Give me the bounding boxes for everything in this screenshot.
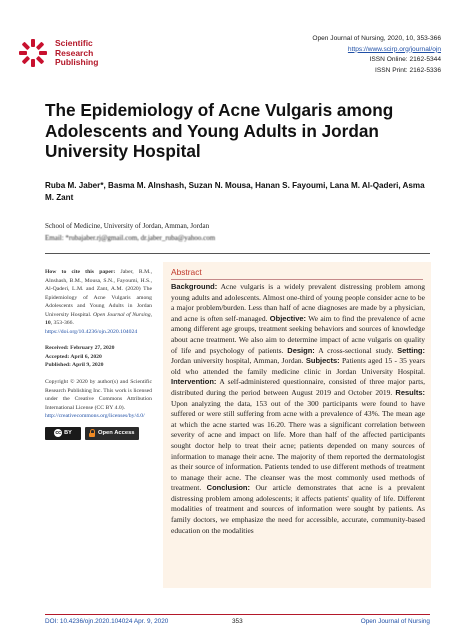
intervention-label: Intervention: — [171, 377, 217, 387]
objective-label: Objective: — [269, 313, 307, 323]
logo-text-2: Research — [55, 47, 94, 58]
cite-volume: 10 — [45, 320, 51, 327]
conclusion-text: Our article demonstrates that acne is a prevalent distressing problem among adolescents; it affects patients' quality of life. Different modalities of treatment and sources of information were sought by patients. As family doctors, we emphasize the need for accessible, accurate, community-based education on the modalities — [171, 483, 425, 535]
abstract-heading: Abstract — [171, 267, 202, 277]
cc-by-badge[interactable] — [45, 427, 81, 440]
published-date: Published: April 9, 2020 — [45, 362, 104, 369]
footer-doi-link[interactable]: DOI: 10.4236/ojn.2020.104024 Apr. 9, 2020 — [45, 618, 169, 625]
author-email: Email: *rubajaber.rj@gmail.com, dr.jaber_ruba@yahoo.com — [45, 233, 216, 242]
subjects-text: Patients aged 15 - 35 years old who attended the family medicine clinic in Jordan University Hospital. — [171, 356, 426, 376]
abstract-body — [171, 282, 425, 536]
journal-info — [312, 34, 441, 76]
article-sidebar — [45, 268, 152, 440]
affiliation-block — [45, 221, 425, 244]
open-access-label: Open Access — [98, 429, 135, 436]
logo-text-3: Publishing — [55, 57, 99, 67]
subjects-label: Subjects: — [305, 356, 340, 366]
creative-commons-icon: cc — [55, 430, 61, 437]
footer-rule — [45, 614, 430, 615]
cite-text: Jaber, R.M., Alnshash, B.M., Mousa, S.N., Fayoumi, H.S., Al-Qaderi, L.M. and Zant, A.M. (2020) The Epidemiology of Acne Vulgaris among Adolescents and Young Adults in Jordan University Hospital. — [45, 269, 153, 318]
results-text: Upon analyzing the data, 153 out of the 300 participants were found to have suffered or were still suffering from acne with a prevalence of 43%. The mean age at which the acne started was 16.20. There was a significant correlation between severity of acne and impact on life. More than half of the affected participants sought doctor help to treat their acne; patients depended on many sources of information to manage their acne. The majority of them reported the dermatologist as their source of information. Patients tended to use different methods of treatment to manage their acne. The cleanser was the most commonly used methods of treatment. — [171, 398, 425, 493]
logo-text-1: Scientific — [55, 38, 93, 48]
license-badges — [45, 427, 152, 440]
footer-journal-link[interactable]: Open Journal of Nursing — [360, 618, 430, 625]
header-divider — [45, 253, 430, 254]
cc-by-label: BY — [64, 429, 72, 436]
page-number: 353 — [232, 618, 243, 625]
objective-text: We aim to find the prevalence of acne among different age groups, treatment seeking behaviors and sources of knowledge about acne treatment. We also aim to determine impact of acne vulgaris on quality of life and psychology of patients. — [171, 313, 425, 355]
journal-url-link[interactable]: https://www.scirp.org/journal/ojn — [347, 45, 441, 53]
open-lock-icon — [89, 429, 95, 437]
license-link[interactable]: http://creativecommons.org/licenses/by/4.0/ — [45, 413, 145, 420]
affiliation: School of Medicine, University of Jordan, Amman, Jordan — [45, 222, 210, 230]
paper-authors: Ruba M. Jaber*, Basma M. Alnshash, Suzan N. Mousa, Hanan S. Fayoumi, Lana M. Al-Qaderi, Asma M. Zant — [45, 181, 425, 202]
copyright-notice: Copyright © 2020 by author(s) and Scientific Research Publishing Inc. This work is licensed under the Creative Commons Attribution International License (CC BY 4.0). — [45, 379, 152, 411]
design-label: Design: — [287, 345, 315, 355]
citation-block — [45, 268, 152, 336]
cite-doi-link[interactable]: https://doi.org/10.4236/ojn.2020.104024 — [45, 328, 138, 335]
setting-label: Setting: — [397, 345, 425, 355]
publisher-logo — [18, 34, 148, 74]
intervention-text: A self-administered questionnaire, consisted of three major parts, distributed during the period between August 2019 and October 2019. — [171, 377, 425, 397]
conclusion-label: Conclusion: — [206, 483, 251, 493]
open-access-badge[interactable] — [85, 427, 139, 440]
setting-text: Jordan university hospital, Amman, Jordan. — [171, 356, 306, 366]
cite-journal: Open Journal of Nursing, — [92, 311, 152, 318]
background-label: Background: — [171, 282, 218, 291]
issn-online: ISSN Online: 2162-5344 — [369, 56, 441, 64]
abstract-box — [163, 262, 431, 588]
publisher-logo-icon — [18, 38, 48, 68]
background-text: Acne vulgaris is a widely prevalent distressing problem among young adults and adolescents. Almost one-third of young people consider acne to be a major problem/burden. Less than half of acne diagnoses are made by a physician, and acne is often self-managed. — [171, 282, 425, 323]
issn-print: ISSN Print: 2162-5336 — [375, 66, 441, 74]
cite-pages: , 353-366. — [50, 320, 74, 327]
accepted-date: Accepted: April 6, 2020 — [45, 353, 102, 360]
journal-citation: Open Journal of Nursing, 2020, 10, 353-366 — [312, 35, 441, 42]
received-date: Received: February 27, 2020 — [45, 345, 115, 352]
design-text: A cross-sectional study. — [314, 345, 398, 355]
cite-label: How to cite this paper: — [45, 269, 116, 275]
paper-title: The Epidemiology of Acne Vulgaris among Adolescents and Young Adults in Jordan University Hospital — [45, 100, 394, 161]
results-label: Results: — [395, 387, 425, 397]
abstract-rule — [171, 279, 423, 280]
